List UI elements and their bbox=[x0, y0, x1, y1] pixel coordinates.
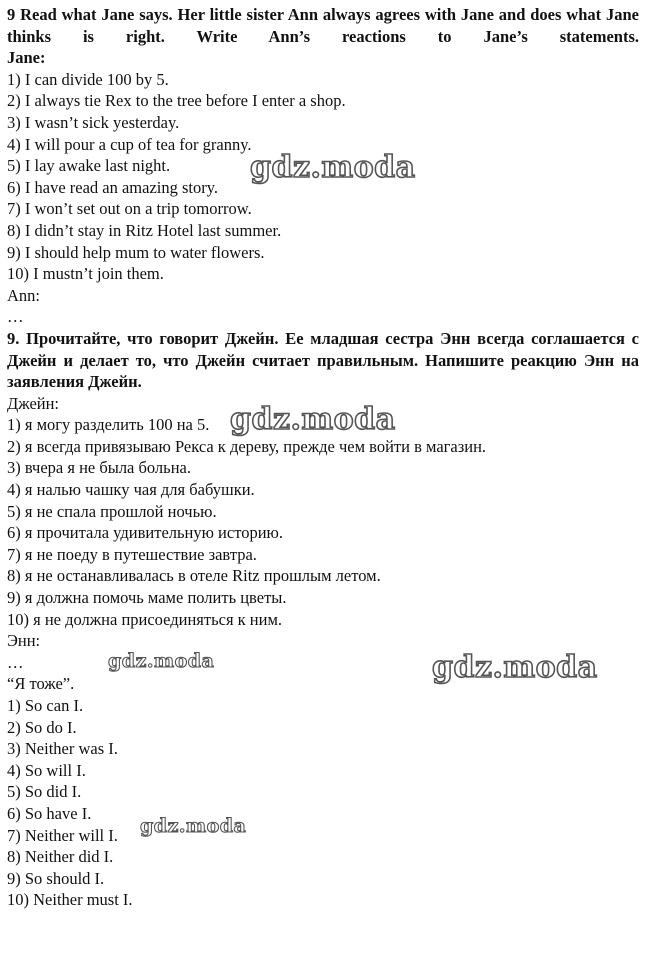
english-statement: 2) I always tie Rex to the tree before I enter a shop. bbox=[7, 91, 346, 111]
document-page bbox=[7, 0, 639, 911]
answer-label-ann: Ann: bbox=[7, 285, 40, 305]
speaker-jane: Jane: bbox=[7, 48, 46, 68]
russian-statement: 2) я всегда привязываю Рекса к дереву, прежде чем войти в магазин. bbox=[7, 436, 487, 456]
russian-task-heading: 9. Прочитайте, что говорит Джейн. Ее младшая сестра Энн всегда соглашается с Джейн и делает то, что Джейн считает правильным. Напишите реакцию Энн на заявления Джейн. bbox=[7, 328, 639, 392]
english-statement: 5) I lay awake last night. bbox=[7, 156, 171, 176]
quote-me-too: “Я тоже”. bbox=[7, 674, 75, 694]
answer-item: 3) Neither was I. bbox=[7, 739, 118, 759]
english-statement: 4) I will pour a cup of tea for granny. bbox=[7, 134, 252, 154]
english-task-heading: 9 Read what Jane says. Her little sister Ann always agrees with Jane and does what Jane thinks is right. Write Ann’s reactions to Jane’s statements. bbox=[7, 5, 639, 46]
russian-statement: 3) вчера я не была больна. bbox=[7, 458, 191, 478]
watermark: gdz.moda bbox=[140, 815, 247, 837]
answer-item: 4) So will I. bbox=[7, 760, 86, 780]
english-statement: 8) I didn’t stay in Ritz Hotel last summer. bbox=[7, 220, 282, 240]
russian-statement: 1) я могу разделить 100 на 5. bbox=[7, 415, 210, 435]
english-statement: 10) I mustn’t join them. bbox=[7, 264, 164, 284]
answer-list bbox=[7, 695, 639, 911]
russian-statement-list bbox=[7, 414, 639, 630]
english-statement: 7) I won’t set out on a trip tomorrow. bbox=[7, 199, 252, 219]
watermark: gdz.moda bbox=[230, 402, 396, 437]
russian-statement: 7) я не поеду в путешествие завтра. bbox=[7, 544, 257, 564]
speaker-jane-ru: Джейн: bbox=[7, 393, 60, 413]
english-statement: 6) I have read an amazing story. bbox=[7, 177, 219, 197]
answer-item: 10) Neither must I. bbox=[7, 890, 133, 910]
russian-statement: 4) я налью чашку чая для бабушки. bbox=[7, 480, 255, 500]
watermark: gdz.moda bbox=[432, 650, 598, 685]
english-statement: 3) I wasn’t sick yesterday. bbox=[7, 112, 180, 132]
english-statement: 1) I can divide 100 by 5. bbox=[7, 69, 169, 89]
english-statement: 9) I should help mum to water flowers. bbox=[7, 242, 265, 262]
answer-item: 7) Neither will I. bbox=[7, 825, 118, 845]
answer-item: 6) So have I. bbox=[7, 803, 92, 823]
russian-statement: 6) я прочитала удивительную историю. bbox=[7, 523, 283, 543]
ellipsis-ru: … bbox=[7, 652, 24, 672]
russian-statement: 8) я не останавливалась в отеле Ritz прошлым летом. bbox=[7, 566, 381, 586]
ellipsis: … bbox=[7, 307, 24, 327]
answer-item: 2) So do I. bbox=[7, 717, 77, 737]
answer-item: 1) So can I. bbox=[7, 696, 84, 715]
russian-statement: 9) я должна помочь маме полить цветы. bbox=[7, 588, 287, 608]
watermark: gdz.moda bbox=[108, 650, 215, 672]
russian-statement: 5) я не спала прошлой ночью. bbox=[7, 501, 217, 521]
russian-task bbox=[7, 328, 639, 695]
answer-item: 9) So should I. bbox=[7, 868, 105, 888]
answer-item: 8) Neither did I. bbox=[7, 847, 114, 867]
answer-item: 5) So did I. bbox=[7, 782, 82, 802]
watermark: gdz.moda bbox=[250, 150, 416, 185]
answer-label-ann-ru: Энн: bbox=[7, 631, 41, 651]
russian-statement: 10) я не должна присоединяться к ним. bbox=[7, 609, 283, 629]
